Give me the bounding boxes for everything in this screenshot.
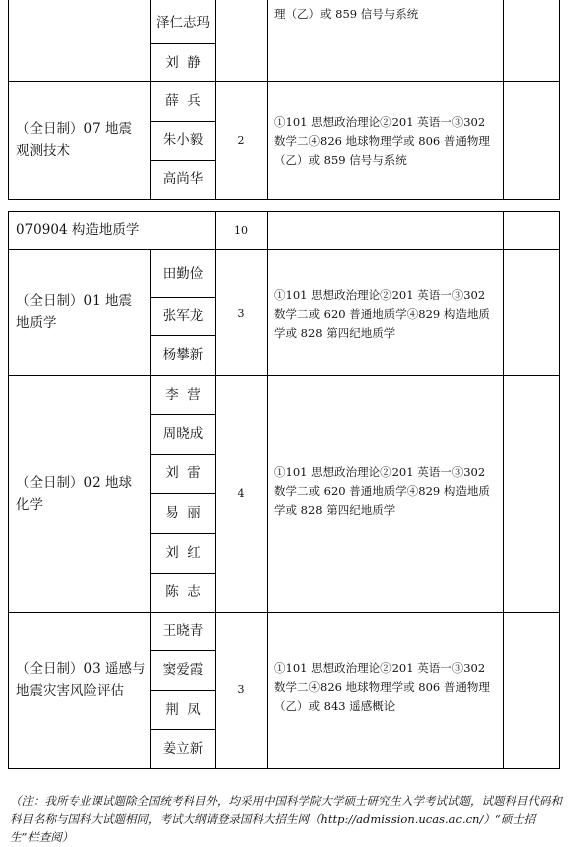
supervisor-name: 陈 志 <box>165 584 201 600</box>
table-line <box>559 211 560 769</box>
table-line <box>150 454 215 455</box>
table-line <box>150 249 151 769</box>
exam-subjects: ①101 思想政治理论②201 英语一③302 数学二或 620 普通地质学④829 构造地质学或 828 第四纪地质学 <box>274 465 490 517</box>
table-line <box>150 533 215 534</box>
supervisor-name: 姜立新 <box>162 741 204 757</box>
enrollment-count: 2 <box>237 134 245 147</box>
table-line <box>8 0 9 200</box>
supervisor-name: 荆 凤 <box>165 702 201 718</box>
supervisor-name: 刘 雷 <box>165 465 201 481</box>
supervisor-name: 张军龙 <box>162 308 204 324</box>
enrollment-count: 10 <box>234 224 248 237</box>
supervisor-name: 高尚华 <box>162 171 204 187</box>
table-line <box>8 612 559 613</box>
enrollment-count: 4 <box>237 487 245 500</box>
supervisor-name: 易 丽 <box>165 505 201 521</box>
table-line <box>8 211 559 212</box>
table-line <box>150 690 215 691</box>
supervisor-name: 王晓青 <box>162 623 204 639</box>
supervisor-name: 刘 静 <box>165 55 201 71</box>
table-line <box>150 573 215 574</box>
research-direction: （全日制）01 地震地质学 <box>16 293 132 331</box>
supervisor-name: 李 营 <box>165 387 201 403</box>
table-line <box>8 768 559 769</box>
table-line <box>150 493 215 494</box>
exam-subjects: 理（乙）或 859 信号与系统 <box>274 7 419 21</box>
table-line <box>150 729 215 730</box>
enrollment-count: 3 <box>237 307 245 320</box>
supervisor-name: 田勤俭 <box>162 266 204 282</box>
table-line <box>267 211 268 769</box>
table-line <box>8 375 559 376</box>
supervisor-name: 杨攀新 <box>162 347 204 363</box>
table-line <box>8 249 559 250</box>
table-line <box>150 0 151 200</box>
table-line <box>150 335 215 336</box>
table-line <box>559 0 560 200</box>
table-line <box>8 211 9 769</box>
supervisor-name: 朱小毅 <box>162 132 204 148</box>
table-line <box>503 211 504 769</box>
table-line <box>215 0 216 200</box>
supervisor-name: 刘 红 <box>165 545 201 561</box>
exam-subjects: ①101 思想政治理论②201 英语一③302 数学二或 620 普通地质学④829 构造地质学或 828 第四纪地质学 <box>274 288 490 340</box>
table-line <box>150 297 215 298</box>
research-direction: （全日制）03 遥感与地震灾害风险评估 <box>16 661 146 699</box>
table-line <box>8 81 559 82</box>
research-direction: （全日制）02 地球化学 <box>16 475 132 513</box>
major-title: 070904 构造地质学 <box>16 222 140 238</box>
supervisor-name: 周晓成 <box>162 426 204 442</box>
supervisor-name: 泽仁志玛 <box>156 15 210 31</box>
table-line <box>150 160 215 161</box>
table-line <box>150 121 215 122</box>
table-line <box>503 0 504 200</box>
enrollment-count: 3 <box>237 683 245 696</box>
footnote: （注：我所专业课试题除全国统考科目外，均采用中国科学院大学硕士研究生入学考试试题，试题科目代码和科目名称与国科大试题相同，考试大纲请登录国科大招生网（http://admission.ucas.ac.cn/）“硕士招生”栏查阅） <box>10 794 562 844</box>
exam-subjects: ①101 思想政治理论②201 英语一③302 数学二④826 地球物理学或 806 普通物理（乙）或 843 遥感概论 <box>274 661 490 713</box>
table-line <box>150 414 215 415</box>
table-line <box>150 43 215 44</box>
table-line <box>267 0 268 200</box>
exam-subjects: ①101 思想政治理论②201 英语一③302 数学二④826 地球物理学或 806 普通物理（乙）或 859 信号与系统 <box>274 115 490 167</box>
supervisor-name: 薛 兵 <box>165 93 201 109</box>
table-line <box>150 650 215 651</box>
supervisor-name: 窦爱霞 <box>162 662 204 678</box>
research-direction: （全日制）07 地震观测技术 <box>16 121 132 159</box>
table-line <box>8 199 559 200</box>
